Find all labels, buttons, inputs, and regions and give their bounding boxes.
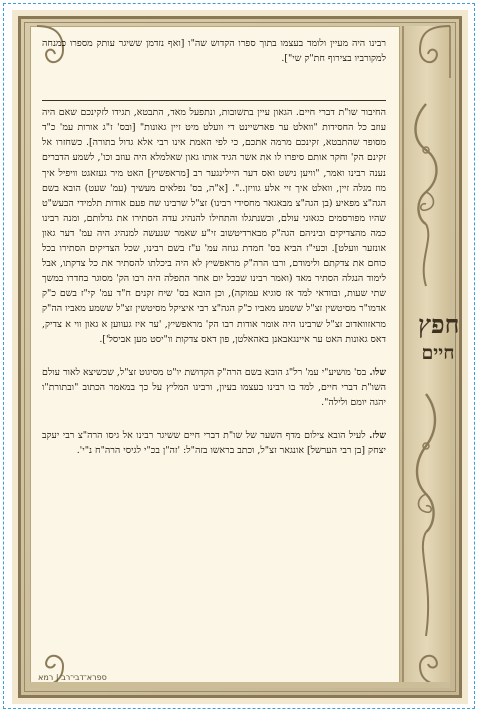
bottom-band [30,682,450,688]
book-title-line1: חפץ [418,310,460,339]
note-paragraph [42,365,386,410]
note-paragraph [42,428,386,458]
page-content [42,36,386,676]
page-footer [38,673,107,682]
scroll-flourish-icon [408,390,444,640]
note-label: שלז. [369,429,386,441]
book-reference: ספרא־דבי־רב [61,673,107,682]
note-label: שלו. [369,366,386,378]
corner-flourish-icon [410,22,454,82]
scroll-flourish-icon [408,100,444,290]
book-title [418,310,458,364]
book-title-line2: חיים [421,342,455,364]
top-note: רבינו היה מעיין ולומד בעצמו בתוך ספרו הקדוש שה"ו [ואף נזדמן ששיגר עותק מספרו כמנחה למקורביו בצירוף חת"ק שי"]. [42,38,386,65]
page-number: רמא [38,673,54,682]
body-paragraph: החיבור שו"ת דברי חיים. הגאון עיין בתשובות, ונתפעל מאד, התבטא, תגידו לזקינכם שאם היה עוזב כל החסידות "וואלט ער פארשיינט די וועלט מיט זיין גאונות" [ובס' ז"ג אורות עמ' כ"ד מסופר שהתבטא, זקינכם מרמה אתכם, כי לפי האמת אינו רבי אלא גדול בתורה]. כשחזרו אל זקינם הק' וחקר אותם סיפרו לו את אשר הגיד אותו גאון שאלמלא היה עוזב וכו', לשמע הדברים נענה רבינו ואמר, "וויען נישט ואס דער היילינגער רב [מראפשיץ] האט מיר געזאגט וויפיל איך מוז מגלה זיין, וואלט איך זיי אלע גוויזן..". [א"ה, בס' נפלאים מעשיך (עמ' שעט) הובא בשם הגה"צ מפאיע (בן הגה"צ מבאגאר מחסידי רבינו) זצ"ל שרבינו שח פעם אודות תלמידי הבעש"ט שהיו מפורסמים כגאוני עולם, וכשנתגלו והתחילו להנהיג עדה הסתירו את גדלותם, ומנה רבינו כמה מהצדיקים וביניהם הגה"ק מבארדיטשוב זי"ע שאמר שנעשה למנהיג היה עמ' דער גאון אונזער וועלט]. וכעי"ז הביא בס' חמדת גנוזה עמ' ע"ז בשם רבינו, שכל הצדיקים הסתירו בכל כוחם את צדקתם ולימודם, ורבו הרה"ק מראפשיץ לא היה ביכלתו להסתיר את כל צדקתו, אבל לימוד הנגלה הסתיר מאד (ואמר רבינו שבכל יום אחר התפלה היה רבו הק' מסוגר בחדרו במשך שתי שעות, ובוודאי למד אז סוגיא עמוקה), וכן הובא בס' שיח זקנים ח"ד עמ' קי"ז בשם כ"ק אדמו"ר מסיטשין זצ"ל ששמע מאביו כ"ק הגה"צ רבי איציקל מסיטשין זצ"ל ששמע מאביו הה"ק מראזוואדוב זצ"ל שרבינו היה אומר אודות רבו הק' מראפשיץ, 'ער איז געווען א גאון ווי א צדיק, דאס גאונות האט ער איינגאבאנן באהאלטן, פון דאס צדקות וו"יסט מען אביסל']. [42,107,386,345]
footer-separator: | [53,673,59,682]
note-text: בס' מושיע"י עמ' רל"ג הובא בשם הרה"ק הקדושת יו"ט מסיגוט זצ"ל, שכשיצא לאור עולם השו"ת דברי חיים, למד בו רבינו בעצמו בעיון, ורבינו המליץ על כך במאמר הכתוב "ובתורת"ו יהגה יומם ולילה". [42,366,386,408]
book-page [12,10,468,704]
footnote-rule [42,100,386,101]
note-text: לעיל הובא צילום מדף השער של שו"ת דברי חיים ששיגר רבינו אל גיסו הרה"צ רבי יעקב יצחק [בן רבי הערשל] אונגאר זצ"ל, וכתב בראשו בזה"ל: 'זה"ן בכ"י לגיסי הרה"ח נ"י'. [42,429,386,457]
